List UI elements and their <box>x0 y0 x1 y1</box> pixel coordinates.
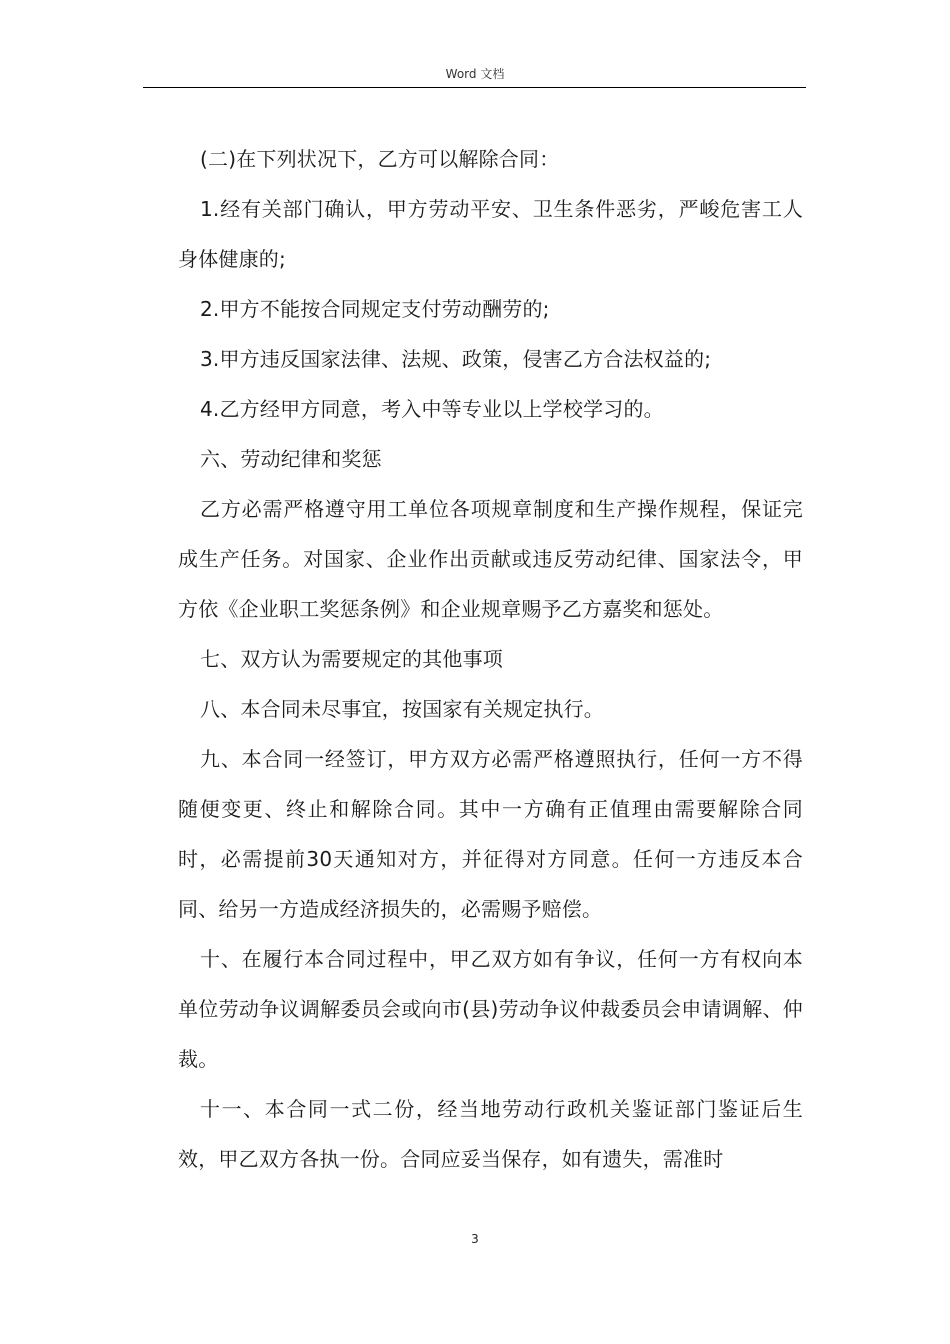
section-heading-discipline: 六、劳动纪律和奖惩 <box>200 447 382 471</box>
page-number: 3 <box>471 1232 479 1246</box>
section-9-paragraph: 九、本合同一经签订，甲方双方必需严格遵照执行，任何一方不得随便变更、终止和解除合同。其中一方确有正值理由需要解除合同时，必需提前30天通知对方，并征得对方同意。任何一方违反本合同、给另一方造成经济损失的，必需赐予赔偿。 <box>178 747 803 921</box>
paragraph-item-3: 3.甲方违反国家法律、法规、政策，侵害乙方合法权益的; <box>200 347 712 371</box>
header-divider <box>143 87 806 88</box>
paragraph-item-2: 2.甲方不能按合同规定支付劳动酬劳的; <box>200 297 550 321</box>
paragraph-termination-conditions: (二)在下列状况下，乙方可以解除合同： <box>200 147 560 171</box>
section-heading-other-matters: 七、双方认为需要规定的其他事项 <box>200 647 503 671</box>
paragraph-item-1: 1.经有关部门确认，甲方劳动平安、卫生条件恶劣，严峻危害工人身体健康的; <box>178 197 803 271</box>
paragraph-item-4: 4.乙方经甲方同意，考入中等专业以上学校学习的。 <box>200 397 664 421</box>
section-10-paragraph: 十、在履行本合同过程中，甲乙双方如有争议，任何一方有权向本单位劳动争议调解委员会或向市(县)劳动争议仲裁委员会申请调解、仲裁。 <box>178 947 803 1071</box>
paragraph-discipline: 乙方必需严格遵守用工单位各项规章制度和生产操作规程，保证完成生产任务。对国家、企业作出贡献或违反劳动纪律、国家法令，甲方依《企业职工奖惩条例》和企业规章赐予乙方嘉奖和惩处。 <box>178 497 803 621</box>
document-body <box>178 134 803 1184</box>
page-header: Word 文档 <box>445 67 505 81</box>
section-8-paragraph: 八、本合同未尽事宜，按国家有关规定执行。 <box>200 697 604 721</box>
section-11-paragraph: 十一、本合同一式二份，经当地劳动行政机关鉴证部门鉴证后生效，甲乙双方各执一份。合同应妥当保存，如有遗失，需准时 <box>178 1097 803 1171</box>
